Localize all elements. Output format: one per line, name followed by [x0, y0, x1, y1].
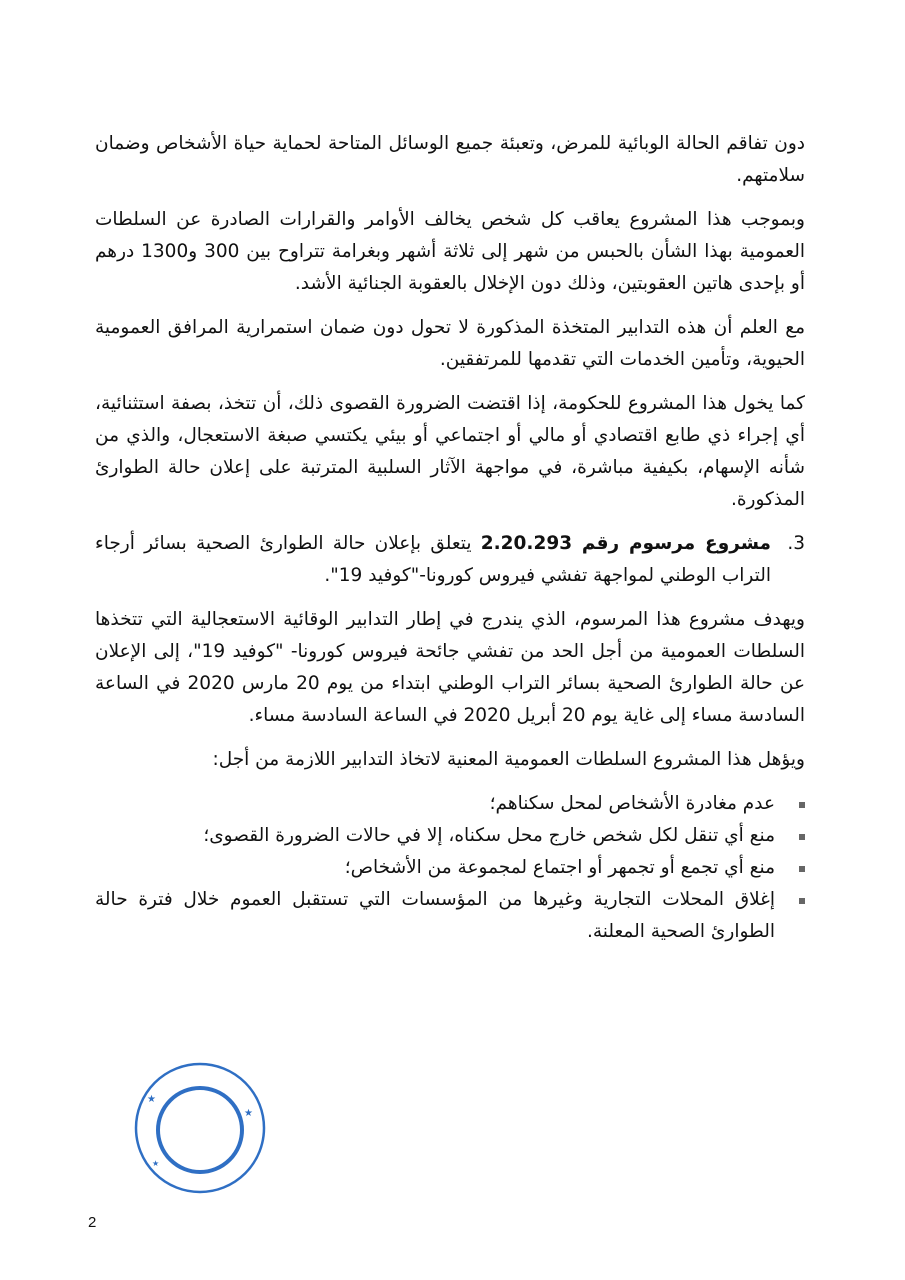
bullet-icon [775, 788, 805, 820]
paragraph: ويهدف مشروع هذا المرسوم، الذي يندرج في إطار التدابير الوقائية الاستعجالية التي تتخذها السلطات العمومية من أجل الحد من تفشي جائحة فيروس كورونا- "كوفيد 19"، إلى الإعلان عن حالة الطوارئ الصحية بسائر التراب الوطني ابتداء من يوم 20 مارس 2020 في الساعة السادسة مساء إلى غاية يوم 20 أبريل 2020 في الساعة السادسة مساء. [95, 609, 805, 726]
paragraph: وبموجب هذا المشروع يعاقب كل شخص يخالف الأوامر والقرارات الصادرة عن السلطات العمومية بهذا الشأن بالحبس من شهر إلى ثلاثة أشهر وبغرامة تتراوح بين 300 و1300 درهم أو بإحدى هاتين العقوبتين، وذلك دون الإخلال بالعقوبة الجنائية الأشد. [95, 209, 805, 294]
star-icon: ★ [147, 1094, 156, 1105]
paragraph: ويؤهل هذا المشروع السلطات العمومية المعنية لاتخاذ التدابير اللازمة من أجل: [212, 749, 805, 770]
list-item [95, 852, 805, 884]
bullet-icon [775, 852, 805, 884]
list-item-text: عدم مغادرة الأشخاص لمحل سكناهم؛ [489, 793, 775, 814]
bullet-icon [775, 884, 805, 948]
paragraph: كما يخول هذا المشروع للحكومة، إذا اقتضت الضرورة القصوى ذلك، أن تتخذ، بصفة استثنائية، أي إجراء ذي طابع اقتصادي أو مالي أو اجتماعي أو بيئي يكتسي صبغة الاستعجال، والذي من شأنه الإسهام، بكيفية مباشرة، في مواجهة الآثار السلبية المترتبة على إعلان حالة الطوارئ المذكورة. [95, 393, 805, 510]
measures-list [95, 788, 805, 948]
list-item-text: منع أي تنقل لكل شخص خارج محل سكناه، إلا في حالات الضرورة القصوى؛ [203, 825, 775, 846]
list-item [95, 884, 805, 948]
list-item [95, 820, 805, 852]
list-item [95, 788, 805, 820]
page-number: 2 [88, 1214, 97, 1231]
decree-title: مشروع مرسوم رقم 2.20.293 [480, 533, 771, 554]
item-text [95, 528, 771, 592]
official-stamp [130, 1058, 270, 1198]
decree-description: يتعلق بإعلان حالة الطوارئ الصحية بسائر أرجاء التراب الوطني لمواجهة تفشي فيروس كورونا-"كوفيد 19". [95, 533, 771, 586]
paragraph: مع العلم أن هذه التدابير المتخذة المذكورة لا تحول دون ضمان استمرارية المرافق العمومية الحيوية، وتأمين الخدمات التي تقدمها للمرتفقين. [95, 317, 805, 370]
star-icon: ★ [152, 1159, 160, 1168]
list-item-text: إغلاق المحلات التجارية وغيرها من المؤسسات التي تستقبل العموم خلال فترة حالة الطوارئ الصحية المعلنة. [95, 889, 775, 942]
numbered-item-3 [95, 528, 805, 592]
bullet-icon [775, 820, 805, 852]
star-icon: ★ [244, 1108, 253, 1119]
list-item-text: منع أي تجمع أو تجمهر أو اجتماع لمجموعة من الأشخاص؛ [344, 857, 775, 878]
item-number: 3. [787, 533, 805, 554]
paragraph: دون تفاقم الحالة الوبائية للمرض، وتعبئة جميع الوسائل المتاحة لحماية حياة الأشخاص وضمان سلامتهم. [95, 133, 805, 186]
document-body [95, 128, 805, 948]
stamp-inner-ring [158, 1088, 242, 1172]
